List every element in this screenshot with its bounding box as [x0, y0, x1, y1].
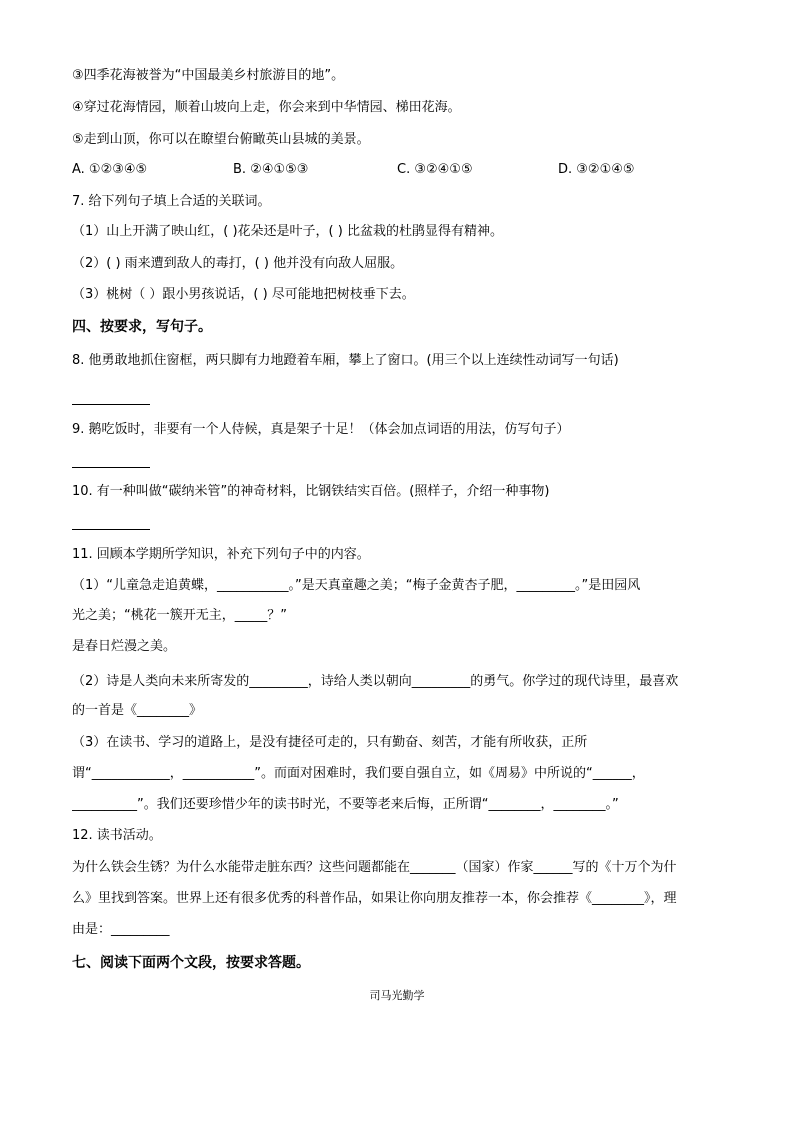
passage-title: 司马光勤学 [369, 989, 425, 1002]
question-10: 10. 有一种叫做“碳纳米管”的神奇材料，比钢铁结实百倍。(照样子，介绍一种事物) [72, 484, 550, 499]
question-7-1: （1）山上开满了映山红，( )花朵还是叶子，( ) 比盆栽的杜鹃显得有精神。 [72, 224, 503, 239]
option-b: B. ②④①⑤③ [233, 162, 309, 177]
option-d: D. ③②①④⑤ [558, 162, 635, 177]
question-12-text: 由是：_________ [72, 922, 170, 937]
question-7-2: （2）( ) 雨来遭到敌人的毒打，( ) 他并没有向敌人屈服。 [72, 256, 404, 271]
answer-line [72, 529, 150, 530]
question-7-3: （3）桃树（ ）跟小男孩说话，( ) 尽可能地把树枝垂下去。 [72, 287, 415, 302]
question-12: 12. 读书活动。 [72, 828, 162, 843]
text-line: ⑤走到山顶，你可以在瞭望台俯瞰英山县城的美景。 [72, 132, 370, 147]
question-11-2: （2）诗是人类向未来所寄发的_________，诗给人类以朝向_________的勇气。你学过的现代诗里，最喜欢 [72, 674, 679, 689]
option-c: C. ③②④①⑤ [397, 162, 473, 177]
text-line: ③四季花海被誉为“中国最美乡村旅游目的地”。 [72, 68, 345, 83]
answer-line [72, 467, 150, 468]
section-heading-7: 七、阅读下面两个文段，按要求答题。 [72, 955, 310, 971]
question-12-text: 为什么铁会生锈？为什么水能带走脏东西？这些问题都能在_______（国家）作家______写的《十万个为什 [72, 860, 677, 875]
question-11-1-cont: 是春日烂漫之美。 [72, 639, 177, 654]
question-11-3-cont: 谓“____________，___________”。而面对困难时，我们要自强自立，如《周易》中所说的“______， [72, 766, 645, 781]
question-8: 8. 他勇敢地抓住窗框，两只脚有力地蹬着车厢，攀上了窗口。(用三个以上连续性动词写一句话) [72, 353, 619, 368]
question-7: 7. 给下列句子填上合适的关联词。 [72, 194, 271, 209]
question-11-1: （1）“儿童急走追黄蝶，___________。”是天真童趣之美；“梅子金黄杏子肥，_________。”是田园风 [72, 578, 641, 593]
text-line: ④穿过花海情园，顺着山坡向上走，你会来到中华情园、梯田花海。 [72, 100, 461, 115]
option-a: A. ①②③④⑤ [72, 162, 148, 177]
question-11: 11. 回顾本学期所学知识，补充下列句子中的内容。 [72, 547, 370, 562]
question-11-1-cont: 光之美；“桃花一簇开无主，_____？” [72, 608, 287, 623]
section-heading-4: 四、按要求，写句子。 [72, 319, 212, 335]
question-12-text: 么》里找到答案。世界上还有很多优秀的科普作品，如果让你向朋友推荐一本，你会推荐《________》，理 [72, 891, 677, 906]
question-11-3-cont: __________”。我们还要珍惜少年的读书时光，不要等老来后悔，正所谓“________，________。” [72, 797, 619, 812]
answer-line [72, 404, 150, 405]
question-11-3: （3）在读书、学习的道路上，是没有捷径可走的，只有勤奋、刻苦，才能有所收获，正所 [72, 735, 588, 750]
question-9: 9. 鹅吃饭时，非要有一个人侍候，真是架子十足！（体会加点词语的用法，仿写句子） [72, 422, 570, 437]
question-11-2-cont: 的一首是《________》 [72, 703, 203, 718]
